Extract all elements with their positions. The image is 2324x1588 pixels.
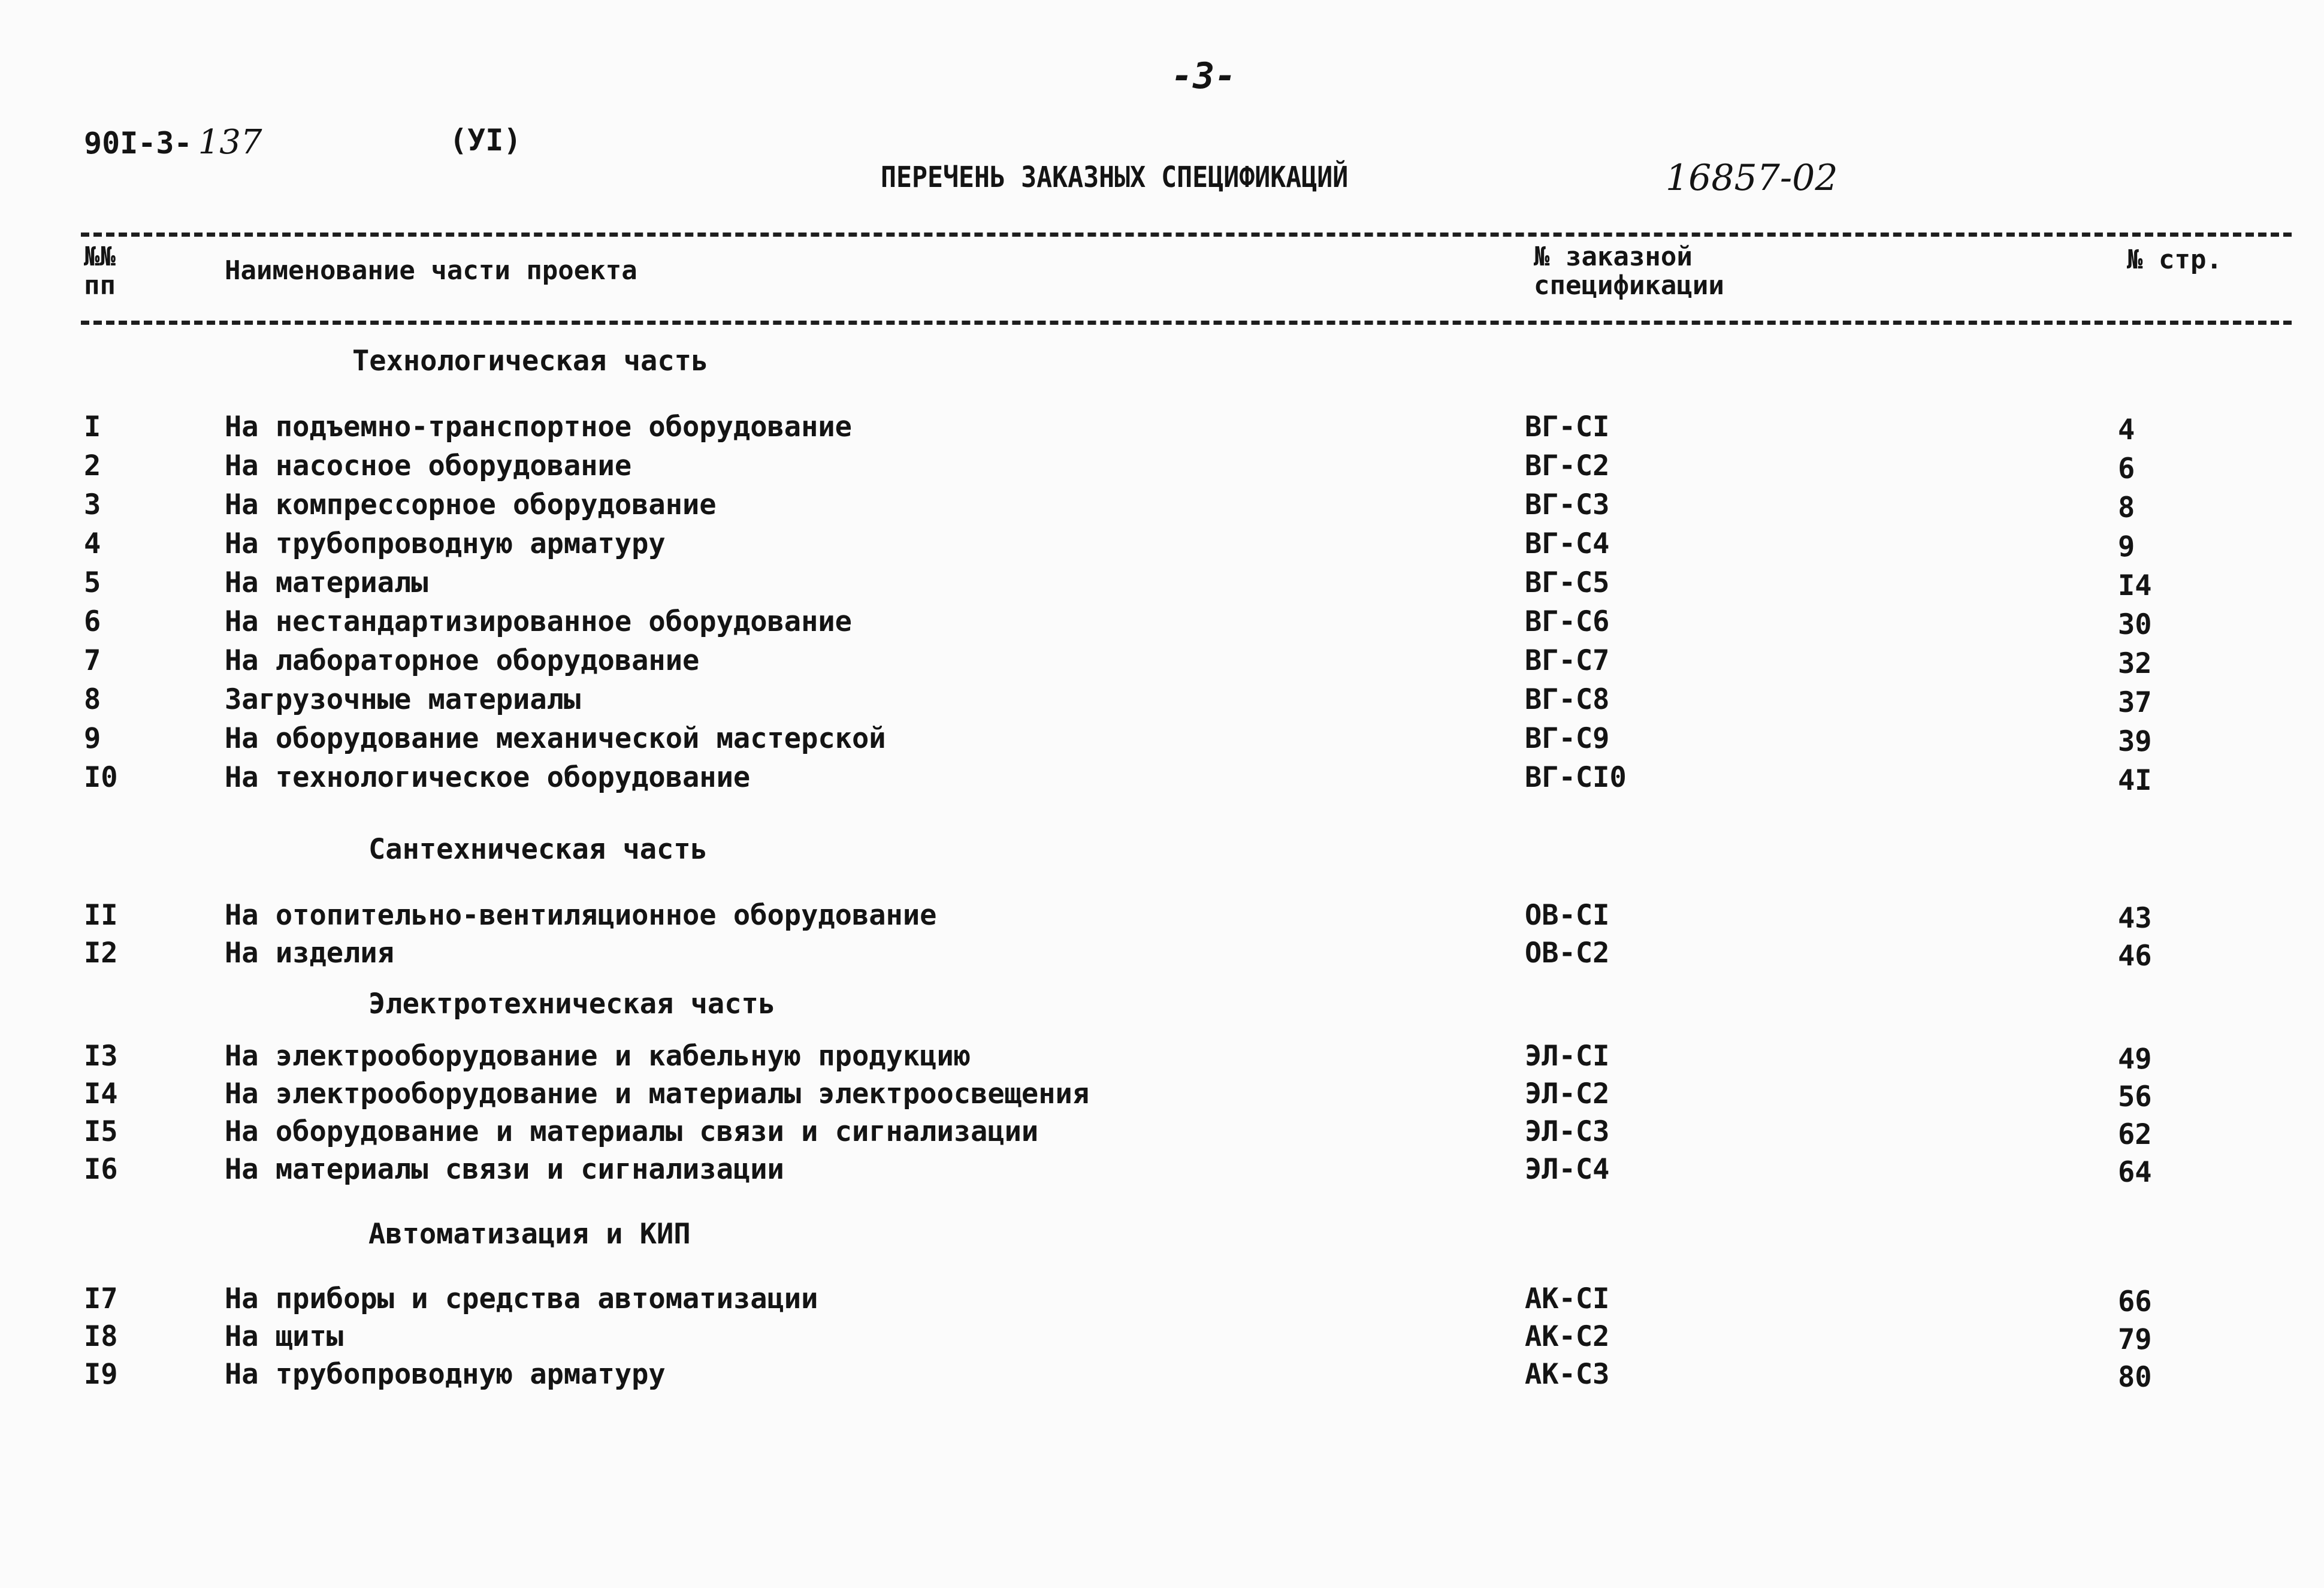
document-code-series: 90I-3- [84,126,192,161]
row-page: 80 [2118,1361,2152,1394]
column-header-number-line2: пп [84,270,116,301]
row-name: На трубопроводную арматуру [225,527,666,560]
row-specification: ЭЛ-С3 [1525,1115,1610,1148]
row-specification: АК-С2 [1525,1320,1610,1353]
row-page: 66 [2118,1285,2152,1318]
row-specification: ВГ-С9 [1525,722,1610,755]
row-number: 6 [84,605,101,638]
row-number: I7 [84,1282,118,1315]
row-page: 39 [2118,725,2152,758]
row-number: I6 [84,1153,118,1186]
row-name: На материалы связи и сигнализации [225,1153,784,1186]
section-title: Технологическая часть [352,345,709,378]
row-specification: ОВ-С2 [1525,937,1610,970]
row-number: 8 [84,683,101,716]
row-page: 46 [2118,940,2152,973]
row-page: 4I [2118,764,2152,797]
column-header-spec-line1: № заказной [1534,241,1693,272]
row-page: I4 [2118,569,2152,602]
row-specification: ВГ-С6 [1525,605,1610,638]
document-code [84,123,262,162]
column-header-specification [1534,243,1724,301]
row-specification: ВГ-С5 [1525,566,1610,599]
page-title: ПЕРЕЧЕНЬ ЗАКАЗНЫХ СПЕЦИФИКАЦИЙ [881,161,1349,194]
row-name: На электрооборудование и кабельную продукцию [225,1040,971,1073]
column-header-page: № стр. [2127,244,2222,275]
row-page: 30 [2118,608,2152,641]
row-specification: ВГ-С7 [1525,644,1610,677]
row-name: На приборы и средства автоматизации [225,1282,818,1315]
row-number: 7 [84,644,101,677]
row-page: 8 [2118,491,2135,524]
row-specification: ВГ-СI0 [1525,761,1627,794]
row-number: I9 [84,1358,118,1391]
row-specification: ВГ-С3 [1525,488,1610,521]
row-specification: ВГ-С4 [1525,527,1610,560]
row-number: I [84,410,101,443]
row-name: На щиты [225,1320,344,1353]
row-name: На материалы [225,566,428,599]
row-name: На оборудование и материалы связи и сигнализации [225,1115,1039,1148]
row-name: На лабораторное оборудование [225,644,700,677]
row-name: На электрооборудование и материалы электроосвещения [225,1077,1090,1110]
row-page: 56 [2118,1080,2152,1113]
column-header-name: Наименование части проекта [225,255,637,286]
table-rule-bottom [81,321,2292,325]
row-page: 32 [2118,647,2152,680]
row-specification: АК-С3 [1525,1358,1610,1391]
row-number: I3 [84,1040,118,1073]
row-name: На трубопроводную арматуру [225,1358,666,1391]
row-specification: ЭЛ-С4 [1525,1153,1610,1186]
row-number: 3 [84,488,101,521]
row-number: II [84,899,118,932]
album-number: (УI) [449,123,522,158]
row-page: 79 [2118,1323,2152,1356]
row-specification: ВГ-СI [1525,410,1610,443]
row-name: На технологическое оборудование [225,761,751,794]
row-name: Загрузочные материалы [225,683,581,716]
row-page: 4 [2118,413,2135,446]
row-specification: ВГ-С8 [1525,683,1610,716]
row-specification: ОВ-СI [1525,899,1610,932]
row-number: I0 [84,761,118,794]
row-page: 43 [2118,902,2152,935]
row-page: 62 [2118,1118,2152,1151]
row-page: 6 [2118,452,2135,485]
row-page: 49 [2118,1043,2152,1076]
handwritten-document-number: 16857-02 [1666,157,1838,199]
section-title: Автоматизация и КИП [368,1218,691,1251]
row-page: 64 [2118,1156,2152,1189]
row-number: 2 [84,449,101,482]
section-title: Электротехническая часть [368,988,776,1021]
row-page: 37 [2118,686,2152,719]
row-name: На отопительно-вентиляционное оборудование [225,899,937,932]
row-number: 9 [84,722,101,755]
row-name: На насосное оборудование [225,449,632,482]
document-code-handwritten: 137 [198,123,262,162]
page-number: -3- [1171,55,1237,97]
column-header-spec-line2: спецификации [1534,270,1724,301]
row-name: На нестандартизированное оборудование [225,605,852,638]
column-header-number [84,243,116,301]
row-name: На изделия [225,937,394,970]
section-title: Сантехническая часть [368,833,708,866]
row-name: На подъемно-транспортное оборудование [225,410,852,443]
row-specification: ВГ-С2 [1525,449,1610,482]
row-number: 4 [84,527,101,560]
row-number: I5 [84,1115,118,1148]
table-rule-top [81,233,2292,237]
row-number: I2 [84,937,118,970]
row-number: 5 [84,566,101,599]
column-header-number-line1: №№ [84,241,116,272]
row-specification: АК-СI [1525,1282,1610,1315]
row-number: I4 [84,1077,118,1110]
row-name: На оборудование механической мастерской [225,722,886,755]
row-specification: ЭЛ-С2 [1525,1077,1610,1110]
row-page: 9 [2118,530,2135,563]
row-specification: ЭЛ-СI [1525,1040,1610,1073]
row-name: На компрессорное оборудование [225,488,717,521]
row-number: I8 [84,1320,118,1353]
